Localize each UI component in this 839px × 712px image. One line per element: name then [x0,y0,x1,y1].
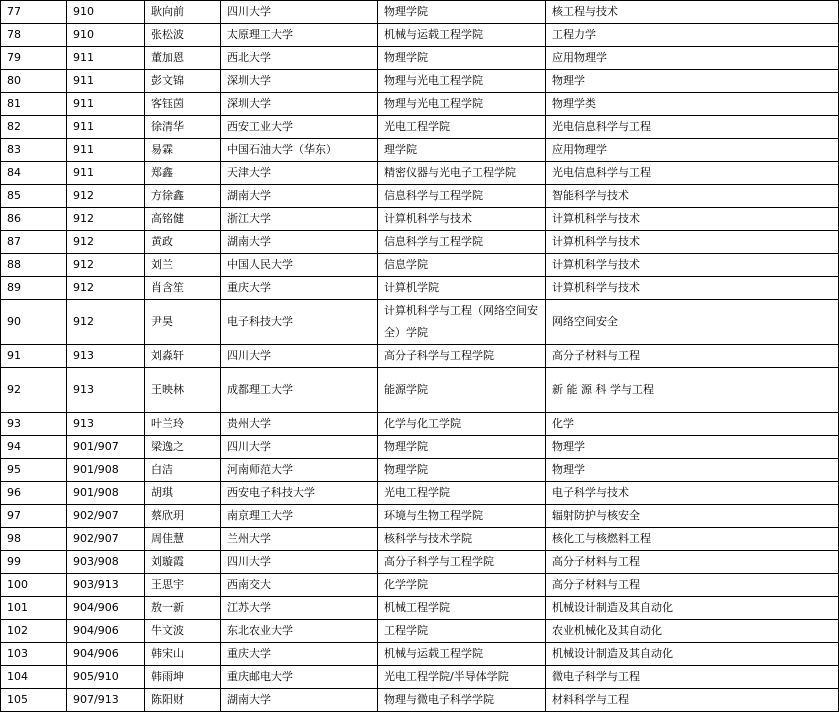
row-number-cell: 97 [1,505,67,528]
table-row [1,574,839,597]
table-row [1,24,839,47]
exam-code-cell: 903/908 [67,551,145,574]
row-number-cell: 82 [1,116,67,139]
student-name-cell: 叶兰玲 [145,413,221,436]
university-cell: 四川大学 [221,345,378,368]
major-cell: 机械设计制造及其自动化 [546,597,839,620]
exam-code-cell: 911 [67,116,145,139]
major-cell: 电子科学与技术 [546,482,839,505]
table-row [1,139,839,162]
major-cell: 工程力学 [546,24,839,47]
college-cell: 物理学院 [378,436,546,459]
exam-code-cell: 902/907 [67,528,145,551]
university-cell: 浙江大学 [221,208,378,231]
exam-code-cell: 910 [67,1,145,24]
student-name-cell: 周佳慧 [145,528,221,551]
table-row [1,459,839,482]
major-cell: 高分子材料与工程 [546,345,839,368]
college-cell: 高分子科学与工程学院 [378,345,546,368]
university-cell: 重庆邮电大学 [221,666,378,689]
college-cell: 物理学院 [378,1,546,24]
university-cell: 东北农业大学 [221,620,378,643]
college-cell: 理学院 [378,139,546,162]
row-number-cell: 95 [1,459,67,482]
student-name-cell: 董加恩 [145,47,221,70]
row-number-cell: 94 [1,436,67,459]
college-cell: 信息学院 [378,254,546,277]
university-cell: 西南交大 [221,574,378,597]
university-cell: 重庆大学 [221,643,378,666]
table-row [1,277,839,300]
student-name-cell: 刘兰 [145,254,221,277]
university-cell: 西安工业大学 [221,116,378,139]
major-cell: 新 能 源 科 学与工程 [546,368,839,413]
row-number-cell: 80 [1,70,67,93]
college-cell: 化学学院 [378,574,546,597]
row-number-cell: 90 [1,300,67,345]
exam-code-cell: 911 [67,47,145,70]
student-name-cell: 刘淼轩 [145,345,221,368]
student-name-cell: 彭文锦 [145,70,221,93]
college-cell: 光电工程学院 [378,116,546,139]
university-cell: 江苏大学 [221,597,378,620]
row-number-cell: 83 [1,139,67,162]
exam-code-cell: 904/906 [67,597,145,620]
university-cell: 贵州大学 [221,413,378,436]
college-cell: 信息科学与工程学院 [378,185,546,208]
college-cell: 计算机科学与技术 [378,208,546,231]
university-cell: 湖南大学 [221,231,378,254]
college-cell: 环境与生物工程学院 [378,505,546,528]
university-cell: 重庆大学 [221,277,378,300]
university-cell: 中国人民大学 [221,254,378,277]
student-name-cell: 尹昊 [145,300,221,345]
university-cell: 深圳大学 [221,70,378,93]
row-number-cell: 88 [1,254,67,277]
table-row [1,597,839,620]
table-row [1,620,839,643]
table-row [1,482,839,505]
table-row [1,505,839,528]
table-body [1,1,839,712]
student-name-cell: 蔡欣玥 [145,505,221,528]
university-cell: 四川大学 [221,551,378,574]
student-name-cell: 韩宋山 [145,643,221,666]
student-name-cell: 郑鑫 [145,162,221,185]
exam-code-cell: 912 [67,254,145,277]
student-name-cell: 高铭健 [145,208,221,231]
student-name-cell: 张松波 [145,24,221,47]
university-cell: 湖南大学 [221,689,378,712]
table-row [1,528,839,551]
table-row [1,666,839,689]
row-number-cell: 79 [1,47,67,70]
university-cell: 电子科技大学 [221,300,378,345]
table-row [1,1,839,24]
student-name-cell: 牛文波 [145,620,221,643]
college-cell: 能源学院 [378,368,546,413]
student-name-cell: 王映林 [145,368,221,413]
college-cell: 物理与微电子科学学院 [378,689,546,712]
college-cell: 机械工程学院 [378,597,546,620]
major-cell: 核化工与核燃料工程 [546,528,839,551]
exam-code-cell: 904/906 [67,643,145,666]
college-cell: 物理学院 [378,459,546,482]
university-cell: 天津大学 [221,162,378,185]
student-name-cell: 客钰茵 [145,93,221,116]
row-number-cell: 101 [1,597,67,620]
major-cell: 应用物理学 [546,139,839,162]
major-cell: 网络空间安全 [546,300,839,345]
major-cell: 农业机械化及其自动化 [546,620,839,643]
table-row [1,162,839,185]
college-cell: 物理与光电工程学院 [378,93,546,116]
college-cell: 机械与运载工程学院 [378,643,546,666]
college-cell: 信息科学与工程学院 [378,231,546,254]
major-cell: 计算机科学与技术 [546,254,839,277]
major-cell: 高分子材料与工程 [546,551,839,574]
table-row [1,185,839,208]
exam-code-cell: 902/907 [67,505,145,528]
major-cell: 应用物理学 [546,47,839,70]
student-name-cell: 徐清华 [145,116,221,139]
major-cell: 智能科学与技术 [546,185,839,208]
student-name-cell: 陈阳财 [145,689,221,712]
major-cell: 光电信息科学与工程 [546,162,839,185]
major-cell: 机械设计制造及其自动化 [546,643,839,666]
major-cell: 高分子材料与工程 [546,574,839,597]
university-cell: 西安电子科技大学 [221,482,378,505]
major-cell: 材料科学与工程 [546,689,839,712]
student-name-cell: 黄政 [145,231,221,254]
university-cell: 西北大学 [221,47,378,70]
exam-code-cell: 911 [67,70,145,93]
major-cell: 计算机科学与技术 [546,277,839,300]
major-cell: 物理学 [546,70,839,93]
college-cell: 高分子科学与工程学院 [378,551,546,574]
major-cell: 辐射防护与核安全 [546,505,839,528]
university-cell: 四川大学 [221,1,378,24]
table-row [1,231,839,254]
exam-code-cell: 911 [67,139,145,162]
table-row [1,300,839,345]
table-row [1,368,839,413]
university-cell: 四川大学 [221,436,378,459]
college-cell: 精密仪器与光电子工程学院 [378,162,546,185]
table-row [1,47,839,70]
exam-code-cell: 911 [67,162,145,185]
exam-code-cell: 911 [67,93,145,116]
exam-code-cell: 912 [67,300,145,345]
row-number-cell: 103 [1,643,67,666]
university-cell: 湖南大学 [221,185,378,208]
exam-code-cell: 912 [67,185,145,208]
student-name-cell: 韩雨坤 [145,666,221,689]
row-number-cell: 104 [1,666,67,689]
row-number-cell: 105 [1,689,67,712]
exam-code-cell: 903/913 [67,574,145,597]
student-name-cell: 方徐鑫 [145,185,221,208]
row-number-cell: 87 [1,231,67,254]
college-cell: 物理与光电工程学院 [378,70,546,93]
college-cell: 工程学院 [378,620,546,643]
table-row [1,436,839,459]
major-cell: 计算机科学与技术 [546,208,839,231]
exam-code-cell: 901/907 [67,436,145,459]
exam-code-cell: 904/906 [67,620,145,643]
college-cell: 光电工程学院/半导体学院 [378,666,546,689]
exam-code-cell: 907/913 [67,689,145,712]
college-cell: 计算机科学与工程（网络空间安全）学院 [378,300,546,345]
table-row [1,551,839,574]
student-name-cell: 敖一新 [145,597,221,620]
exam-code-cell: 910 [67,24,145,47]
row-number-cell: 102 [1,620,67,643]
table-row [1,643,839,666]
university-cell: 兰州大学 [221,528,378,551]
table-row [1,345,839,368]
exam-code-cell: 901/908 [67,459,145,482]
row-number-cell: 84 [1,162,67,185]
exam-code-cell: 913 [67,345,145,368]
exam-code-cell: 912 [67,277,145,300]
college-cell: 计算机学院 [378,277,546,300]
exam-code-cell: 905/910 [67,666,145,689]
table-row [1,208,839,231]
row-number-cell: 81 [1,93,67,116]
university-cell: 南京理工大学 [221,505,378,528]
university-cell: 太原理工大学 [221,24,378,47]
table-row [1,116,839,139]
table-row [1,93,839,116]
college-cell: 物理学院 [378,47,546,70]
major-cell: 物理学类 [546,93,839,116]
row-number-cell: 77 [1,1,67,24]
exam-code-cell: 912 [67,231,145,254]
college-cell: 光电工程学院 [378,482,546,505]
university-cell: 中国石油大学（华东） [221,139,378,162]
university-cell: 深圳大学 [221,93,378,116]
university-cell: 河南师范大学 [221,459,378,482]
row-number-cell: 92 [1,368,67,413]
major-cell: 微电子科学与工程 [546,666,839,689]
student-name-cell: 易霖 [145,139,221,162]
table-row [1,413,839,436]
row-number-cell: 99 [1,551,67,574]
row-number-cell: 85 [1,185,67,208]
university-cell: 成都理工大学 [221,368,378,413]
major-cell: 计算机科学与技术 [546,231,839,254]
student-name-cell: 刘璇霞 [145,551,221,574]
student-name-cell: 胡琪 [145,482,221,505]
row-number-cell: 91 [1,345,67,368]
row-number-cell: 86 [1,208,67,231]
exam-code-cell: 913 [67,368,145,413]
exam-code-cell: 901/908 [67,482,145,505]
college-cell: 核科学与技术学院 [378,528,546,551]
exam-code-cell: 913 [67,413,145,436]
row-number-cell: 89 [1,277,67,300]
college-cell: 化学与化工学院 [378,413,546,436]
student-name-cell: 梁逸之 [145,436,221,459]
major-cell: 化学 [546,413,839,436]
college-cell: 机械与运载工程学院 [378,24,546,47]
row-number-cell: 78 [1,24,67,47]
major-cell: 光电信息科学与工程 [546,116,839,139]
table-row [1,254,839,277]
table-row [1,70,839,93]
row-number-cell: 96 [1,482,67,505]
student-name-cell: 白洁 [145,459,221,482]
row-number-cell: 93 [1,413,67,436]
exam-code-cell: 912 [67,208,145,231]
table-row [1,689,839,712]
major-cell: 核工程与技术 [546,1,839,24]
student-name-cell: 肖含笙 [145,277,221,300]
row-number-cell: 100 [1,574,67,597]
student-name-cell: 耿向前 [145,1,221,24]
row-number-cell: 98 [1,528,67,551]
major-cell: 物理学 [546,436,839,459]
major-cell: 物理学 [546,459,839,482]
student-name-cell: 王思宇 [145,574,221,597]
